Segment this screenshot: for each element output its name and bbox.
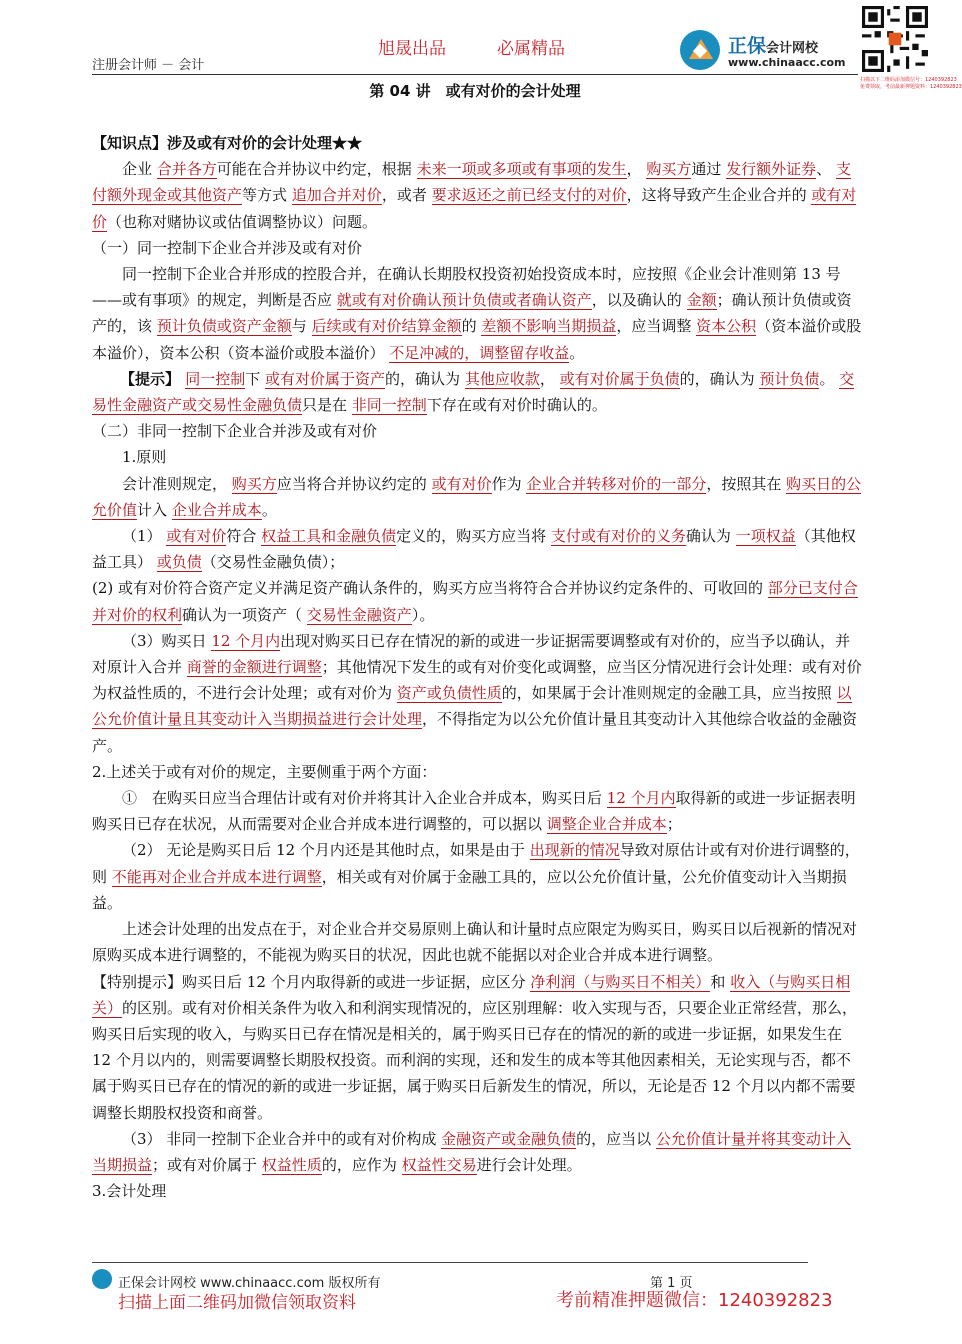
key-term: 收入（与购买日相关） — [92, 972, 851, 1017]
key-term: 或有对价 — [166, 527, 227, 546]
key-term: 非同一控制 — [351, 396, 427, 415]
footer-promo-left: 扫描上面二维码加微信领取资料 — [118, 1293, 356, 1313]
section-heading-1: （一）同一控制下企业合并涉及或有对价 — [92, 238, 363, 257]
header-divider — [92, 74, 858, 75]
text-run: ；确认预计负债或资产的，该 — [92, 291, 852, 336]
text-run: 会计准则规定， — [122, 474, 232, 493]
key-term: 出现新的情况 — [529, 841, 620, 860]
text-run: 企业 — [122, 160, 157, 179]
text-run: ，以及确认的 — [591, 291, 687, 310]
text-run: 的，确认为 — [385, 369, 465, 388]
text-run: （2） 无论是购买日后 12 个月内还是其他时点，如果是由于 — [122, 841, 530, 860]
key-term: 调整企业合并成本 — [546, 815, 667, 834]
text-run: ；或有对价属于 — [152, 1155, 262, 1174]
qr-code-icon — [862, 6, 928, 72]
text-run: 导致对原估计或有对价进行调整的，则 — [92, 841, 860, 886]
key-term: 一项权益 — [735, 527, 796, 546]
key-term: 就或有对价确认预计负债或者确认资产 — [336, 291, 592, 310]
text-run: ，应当调整 — [616, 317, 697, 336]
subheading-two-aspects: 2.上述关于或有对价的规定，主要侧重于两个方面： — [92, 762, 437, 781]
knowledge-point-title: 【知识点】涉及或有对价的会计处理★★ — [92, 134, 363, 152]
text-run: 【特别提示】购买日后 12 个月内取得新的或进一步证据，应区分 — [92, 972, 531, 991]
text-run: 计入 — [137, 500, 172, 519]
key-term: 资产或负债性质 — [396, 684, 502, 703]
text-run: （1） — [122, 527, 167, 546]
paragraph-rationale: 上述会计处理的出发点在于，对企业合并交易原则上确认和计量时点应限定为购买日，购买日以后视新的情况对原购买成本进行调整的，不能视为购买日的状况，因此也就不能据以对企业合并成本进行调整。 — [92, 920, 858, 965]
text-run: 通过 — [691, 160, 727, 179]
text-run: 等方式 — [242, 186, 292, 205]
paragraph-item-3b — [92, 1126, 862, 1178]
text-run: 只是在 — [302, 396, 352, 415]
paragraph-item-1 — [92, 523, 862, 575]
key-term: 资本公积 — [696, 317, 757, 336]
text-run: 的，应作为 — [321, 1155, 402, 1174]
text-run: ， — [539, 369, 560, 388]
text-run: （交易性金融负债）； — [201, 553, 345, 572]
brand-logo-icon — [680, 30, 720, 70]
paragraph-common-control — [92, 261, 862, 366]
section-heading-2: （二）非同一控制下企业合并涉及或有对价 — [92, 422, 378, 441]
qr-note-line-2: 免费领取，考前最新押题资料：1240392823 — [860, 84, 962, 90]
key-term: 12 个月内 — [606, 789, 676, 808]
text-run: （3）购买日 — [122, 631, 212, 650]
key-term: 金额 — [686, 291, 717, 310]
text-run: （3） 非同一控制下企业合并中的或有对价构成 — [122, 1129, 442, 1148]
text-run: ， — [626, 160, 647, 179]
text-run: 同一控制下企业合并形成的控股合并，在确认长期股权投资初始投资成本时，应按照《企业会计准则第 13 号——或有事项》的规定，判断是否应 — [92, 265, 841, 310]
text-run: ；其他情况下发生的或有对价变化或调整，应当区分情况进行会计处理：或有对价为权益性质的，不进行会计处理；或有对价为 — [92, 658, 862, 703]
key-term: 商誉的金额进行调整 — [186, 658, 322, 677]
text-run: 的，应当以 — [576, 1129, 656, 1148]
key-term: 未来一项或多项或有事项的发生 — [416, 160, 627, 179]
text-run: 与 — [291, 317, 312, 336]
text-run: 下 — [245, 369, 266, 388]
page-title: 第 04 讲 或有对价的会计处理 — [369, 82, 581, 100]
key-term: 不足冲减的，调整留存收益 — [389, 343, 570, 362]
subheading-principle: 1.原则 — [122, 448, 167, 467]
text-run: （也称对赌协议或估值调整协议）问题。 — [107, 212, 378, 231]
key-term: 合并各方 — [156, 160, 217, 179]
text-run: 可能在合并协议中约定，根据 — [216, 160, 417, 179]
paragraph-special-tip — [92, 969, 862, 1126]
text-run: （资本溢价或股本溢价），资本公积（资本溢价或股本溢价） — [92, 317, 862, 362]
key-term: 权益性质 — [261, 1155, 322, 1174]
footer-logo-icon — [92, 1269, 112, 1289]
text-run: 确认为 — [685, 527, 736, 546]
paragraph-intro — [92, 156, 862, 235]
key-term: 其他应收款 — [464, 369, 540, 388]
key-term: 权益工具和金融负债 — [261, 527, 397, 546]
text-run: ，或者 — [381, 186, 432, 205]
key-term: 公允价值计量并将其变动计入当期损益 — [92, 1129, 851, 1174]
key-term: 或有对价属于负债 — [559, 369, 680, 388]
key-term: 或负债 — [156, 553, 202, 572]
brand-brand: 正保 — [728, 35, 767, 57]
key-term: 12 个月内 — [211, 631, 281, 650]
key-term: 购买方 — [646, 160, 692, 179]
text-run: 出现对购买日已存在情况的新的或进一步证据需要调整或有对价的，应当予以确认，并对原计入合并 — [92, 631, 851, 677]
text-run: ① 在购买日应当合理估计或有对价并将其计入企业合并成本，购买日后 — [122, 789, 607, 808]
text-run: 作为 — [491, 474, 527, 493]
header-course: 注册会计师 － 会计 — [92, 58, 205, 73]
paragraph-item-2 — [92, 575, 862, 627]
key-term: 支付或有对价的义务 — [550, 527, 686, 546]
key-term: 金融资产或金融负债 — [441, 1129, 577, 1148]
paragraph-aspect-1 — [92, 785, 862, 837]
key-term: 发行额外证券 — [726, 160, 817, 179]
key-term: 或有对价属于资产 — [265, 369, 386, 388]
text-run: ； — [666, 815, 682, 834]
text-run: 下存在或有对价时确认的。 — [426, 396, 607, 415]
brand-logo — [680, 30, 855, 72]
text-run: 。 — [261, 500, 277, 519]
key-term: 或有对价 — [92, 186, 857, 231]
key-term: 后续或有对价结算金额 — [311, 317, 462, 336]
text-run: 符合 — [226, 527, 262, 546]
key-term: 或有对价 — [431, 474, 492, 493]
text-run: 。 — [819, 369, 840, 388]
text-run: 的，确认为 — [679, 369, 760, 388]
text-run: 应当将合并协议约定的 — [276, 474, 432, 493]
key-term: 购买方 — [231, 474, 277, 493]
key-term: 以公允价值计量且其变动计入当期损益进行会计处理 — [92, 684, 852, 729]
key-term: 差额不影响当期损益 — [481, 317, 617, 336]
paragraph-principle — [92, 471, 862, 523]
key-term: 购买日的公允价值 — [92, 474, 862, 519]
brand-url: www.chinaacc.com — [728, 56, 846, 69]
text-run: ，相关或有对价属于金融工具的，应以公允价值计量，公允价值变动计入当期损益。 — [92, 867, 847, 912]
text-run: 和 — [710, 972, 731, 991]
text-run: 定义的，购买方应当将 — [396, 527, 551, 546]
subheading-accounting: 3.会计处理 — [92, 1182, 167, 1201]
tip-label: 【提示】 — [120, 369, 186, 388]
footer-divider — [92, 1262, 808, 1263]
text-run: 的区别。或有对价相关条件为收入和利润实现情况的，应区别理解：收入实现与否，只要企业正常经营，那么，购买日后实现的收入，与购买日已存在情况是相关的，属于购买日已存在的情况的新的或进一步证据，如果发生在 12 个月以内的，则需要调整长期股权投资。而利润的实现，还和发生的成本等其他因素相关，无论实现与否，都不属于购买日已存在的情况的新的或进一步证据，属于购买日后新发生的情况，所以，无论是否 12 个月以内都不需要调整长期股权投资和商誉。 — [92, 998, 858, 1122]
footer-copyright: 正保会计网校 www.chinaacc.com 版权所有 — [118, 1276, 381, 1291]
text-run: （其他权益工具） — [92, 527, 856, 572]
text-run: ，不得指定为以公允价值计量且其变动计入其他综合收益的金融资产。 — [92, 710, 858, 755]
text-run: (2) 或有对价符合资产定义并满足资产确认条件的，购买方应当将符合合并协议约定条件的、可收回的 — [92, 579, 768, 598]
footer-promo-right: 考前精准押题微信：1240392823 — [556, 1290, 833, 1311]
header-slogan-2: 必属精品 — [497, 39, 565, 59]
key-term: 预计负债或资产金额 — [156, 317, 292, 336]
key-term: 同一控制 — [185, 369, 246, 388]
key-term: 支付额外现金或其他资产 — [92, 160, 851, 205]
text-run: ，按照其在 — [706, 474, 787, 493]
key-term: 交易性金融资产 — [306, 605, 412, 624]
text-run: 进行会计处理。 — [476, 1155, 582, 1174]
text-run: 的，如果属于会计准则规定的金融工具，应当按照 — [501, 684, 837, 703]
page-number: 第 1 页 — [650, 1276, 693, 1291]
paragraph-item-3 — [92, 628, 862, 759]
text-run: 、 — [816, 160, 836, 179]
text-run: ）。 — [411, 605, 435, 624]
key-term: 追加合并对价 — [291, 186, 382, 205]
key-term: 不能再对企业合并成本进行调整 — [111, 867, 322, 886]
brand-name — [728, 31, 818, 58]
key-term: 预计负债 — [759, 369, 820, 388]
key-term: 部分已支付合并对价的权利 — [92, 579, 858, 624]
key-term: 企业合并转移对价的一部分 — [526, 474, 707, 493]
text-run: 。 — [569, 343, 585, 362]
text-run: ，这将导致产生企业合并的 — [626, 186, 812, 205]
key-term: 要求返还之前已经支付的对价 — [431, 186, 627, 205]
text-run: 的 — [461, 317, 482, 336]
text-run: 取得新的或进一步证据表明购买日已存在状况，从而需要对企业合并成本进行调整的，可以据以 — [92, 789, 856, 834]
key-term: 净利润（与购买日不相关） — [530, 972, 711, 991]
document-body — [92, 130, 862, 1204]
paragraph-aspect-2 — [92, 837, 862, 916]
key-term: 权益性交易 — [401, 1155, 477, 1174]
key-term: 交易性金融资产或交易性金融负债 — [92, 369, 855, 415]
qr-note-line-1: 扫描以下二维码添加微信号：1240392823 — [860, 77, 957, 83]
text-run: 确认为一项资产（ — [182, 605, 307, 624]
key-term: 企业合并成本 — [171, 500, 262, 519]
header-slogan-1: 旭晟出品 — [378, 39, 446, 59]
brand-subname: 会计网校 — [766, 41, 819, 56]
paragraph-tip-1 — [92, 366, 862, 418]
